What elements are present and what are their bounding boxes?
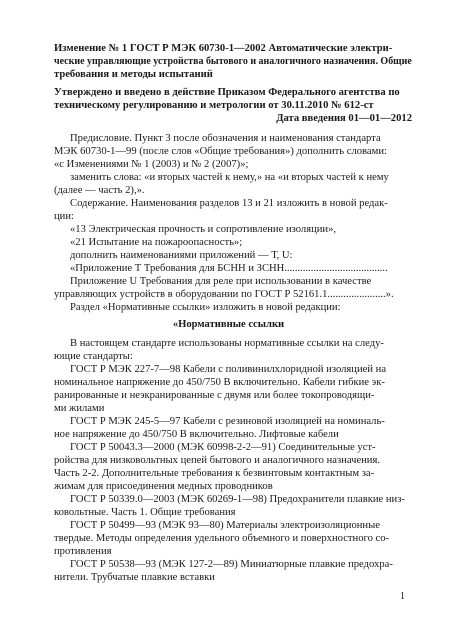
body-line: ции: xyxy=(54,211,74,222)
amendment-title-line-3: требования и методы испытаний xyxy=(54,69,213,80)
body-line: заменить слова: «и вторых частей к нему,» на «и вторых частей к нему xyxy=(70,172,389,183)
section-heading: «Нормативные ссылки xyxy=(172,319,285,330)
body-line: МЭК 60730-1—99 (после слов «Общие требования») дополнить словами: xyxy=(54,146,387,157)
body-line: ранированные и неэкранированные с двумя или более токопроводящи- xyxy=(54,390,375,401)
body-line: ГОСТ Р 50043.3—2000 (МЭК 60998-2-2—91) Соединительные уст- xyxy=(70,442,376,453)
body-line: ми жилами xyxy=(54,403,105,414)
body-line: «с Изменениями № 1 (2003) и № 2 (2007)»; xyxy=(54,159,249,170)
body-line: управляющих устройств в оборудовании по ГОСТ Р 52161.1......................». xyxy=(54,289,394,300)
body-line: жимам для присоединения медных проводников xyxy=(54,481,273,492)
body-line: ГОСТ Р 50499—93 (МЭК 93—80) Материалы электроизоляционные xyxy=(70,520,380,531)
body-line: Приложение U Требования для реле при использовании в качестве xyxy=(70,276,372,287)
amendment-title-line-1: Изменение № 1 ГОСТ Р МЭК 60730-1—2002 Автоматические электри- xyxy=(54,43,393,54)
amendment-title-line-2: ческие управляющие устройства бытового и аналогичного назначения. Общие xyxy=(54,56,412,67)
body-line: дополнить наименованиями приложений — Т, U: xyxy=(70,250,293,261)
body-line: ройства для низковольтных цепей бытового и аналогичного назначения. xyxy=(54,455,380,466)
body-line: твердые. Методы определения удельного объемного и поверхностного со- xyxy=(54,533,390,544)
body-line: ковольтные. Часть 1. Общие требования xyxy=(54,507,236,518)
body-line: «21 Испытание на пожароопасность»; xyxy=(70,237,243,248)
page-number: 1 xyxy=(400,591,405,602)
body-line: «Приложение Т Требования для БСНН и ЗСНН....................................... xyxy=(70,263,388,274)
body-line: Раздел «Нормативные ссылки» изложить в новой редакции: xyxy=(70,302,341,313)
approval-line-1: Утверждено и введено в действие Приказом Федерального агентства по xyxy=(54,87,400,98)
body-line: ГОСТ Р МЭК 227-7—98 Кабели с поливинилхлоридной изоляцией на xyxy=(70,364,387,375)
body-line: ное напряжение до 450/750 В включительно. Лифтовые кабели xyxy=(54,429,339,440)
body-line: противления xyxy=(54,546,112,557)
body-line: «13 Электрическая прочность и сопротивление изоляции», xyxy=(70,224,337,235)
body-line: ющие стандарты: xyxy=(54,351,133,362)
body-line: ГОСТ Р 50339.0—2003 (МЭК 60269-1—98) Предохранители плавкие низ- xyxy=(70,494,405,505)
body-line: Часть 2-2. Дополнительные требования к безвинтовым контактным за- xyxy=(54,468,375,479)
body-line: ГОСТ Р МЭК 245-5—97 Кабели с резиновой изоляцией на номиналь- xyxy=(70,416,385,427)
body-line: В настоящем стандарте использованы нормативные ссылки на следу- xyxy=(70,338,384,349)
approval-line-2: техническому регулированию и метрологии от 30.11.2010 № 612-ст xyxy=(54,100,374,111)
body-line: нители. Трубчатые плавкие вставки xyxy=(54,572,215,583)
body-line: (далее — часть 2),». xyxy=(54,185,145,196)
body-line: ГОСТ Р 50538—93 (МЭК 127-2—89) Миниатюрные плавкие предохра- xyxy=(70,559,393,570)
body-line: Предисловие. Пункт 3 после обозначения и наименования стандарта xyxy=(70,133,381,144)
effective-date: Дата введения 01—01—2012 xyxy=(276,113,412,124)
body-line: номинальное напряжение до 450/750 В включительно. Кабели гибкие эк- xyxy=(54,377,385,388)
body-line: Содержание. Наименования разделов 13 и 21 изложить в новой редак- xyxy=(70,198,388,209)
